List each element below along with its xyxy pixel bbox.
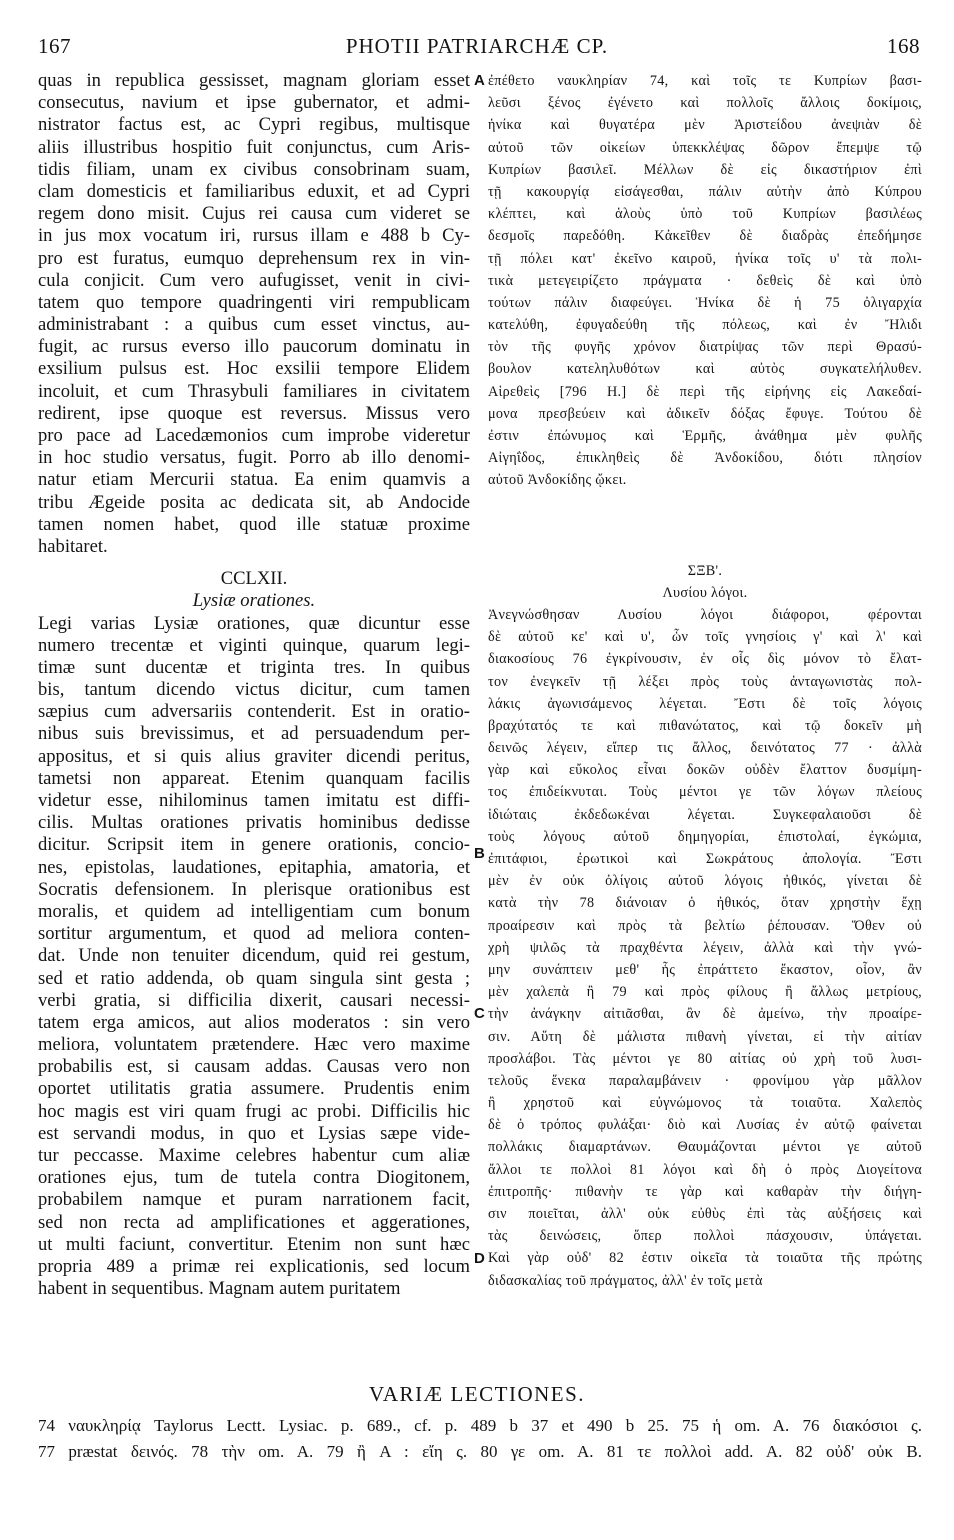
greek-text-line: λεῦσι ξένος ἐγένετο καὶ πολλοῖς ἄλλοις δοκίμοις, <box>488 95 922 112</box>
greek-text-line: Ἀνεγνώσθησαν Λυσίου λόγοι διάφοροι, φέρονται <box>488 606 922 623</box>
greek-text-line: βουλον κατεληλυθότων καὶ αὐτὸς συγκατελήλυθεν. <box>488 361 922 378</box>
latin-text-line: appositus, et si quis alius graviter dicendi peritus, <box>38 745 470 767</box>
greek-text-line: Κυπρίων βασιλεῖ. Μέλλων δὲ εἰς δικαστήριον ἐπὶ <box>488 161 922 178</box>
greek-text-line: ἡνίκα καὶ θυγατέρα μὲν Ἀριστείδου ἀνεψιὰν δὲ <box>488 117 922 134</box>
greek-section-number: ΣΞΒ'. <box>687 562 723 579</box>
greek-text-line: μὲν χαλεπὰ ἢ 79 καὶ πρὸς φίλους ἢ ἄλλως μετρίους, <box>488 984 922 1001</box>
variae-note-line: 74 ναυκληρίᾳ Taylorus Lectt. Lysiac. p. 689., cf. p. 489 b 37 et 490 b 25. 75 ἡ om. A. 76 διακόσιοι ς. <box>38 1416 922 1435</box>
margin-letter-a: A <box>474 72 485 89</box>
latin-text-line: propria 489 a primæ rei explicationis, sed locum <box>38 1255 470 1277</box>
latin-text-line: orationes ejus, tum de tutela contra Diogitonem, <box>38 1167 470 1189</box>
margin-letter-b: B <box>474 845 485 862</box>
greek-text-line: δὲ ὁ τρόπος φυλάξαι· διὸ καὶ Λυσίας ἐν αὐτῷ φαίνεται <box>488 1117 922 1134</box>
latin-text-line: tatem quo tempore quadringenti viri rempublicam <box>38 291 470 313</box>
latin-text-before <box>38 70 470 558</box>
greek-column <box>488 70 922 1292</box>
latin-text-line: probabilem namque et puram narrationem facit, <box>38 1189 470 1211</box>
latin-text-line: cilis. Multas orationes privatis hominibus dedisse <box>38 812 470 834</box>
greek-text-line: προαίρεσιν καὶ πρὸς τὰ βελτίω ῥέπουσαν. Ὅθεν οὐ <box>488 917 922 934</box>
latin-text-line: dicitur. Scripsit item in genere orationis, concio- <box>38 834 470 856</box>
greek-text-line: ἐπιτροπῆς· πιθανὴν τε γὰρ καὶ καθαρὰν τὴν διήγη- <box>488 1183 922 1200</box>
greek-text-line: μην συνάπτειν μεθ' ἧς ἐπράττετο ἕκαστον, οἷον, ἂν <box>488 961 922 978</box>
latin-text-line: tamen nomen habet, quod ille statuæ proxime <box>38 513 470 535</box>
margin-letter-c: C <box>474 1005 485 1022</box>
greek-text-line: κατὰ τὴν 78 διάνοιαν ὁ ἠθικός, ὅταν χρηστὴν ἔχῃ <box>488 895 922 912</box>
latin-text-line: exsilium pulsus est. Hoc exsilii tempore Elidem <box>38 358 470 380</box>
greek-section-title: Λυσίου λόγοι. <box>662 584 748 601</box>
latin-text-line: dat. Unde non tenuiter dicendum, quid rei gestum, <box>38 945 470 967</box>
page-number-right: 168 <box>887 34 920 58</box>
greek-text-before <box>488 70 922 492</box>
latin-text-line: probabilis est, si causam addas. Causas vero non <box>38 1056 470 1078</box>
greek-text-after <box>488 604 922 1292</box>
greek-text-line: τὴν ἀνάγκην αἰτιᾶσθαι, ἂν δὲ ἀμείνω, τὴν προαίρε- <box>488 1006 922 1023</box>
latin-text-line: habitaret. <box>38 535 108 557</box>
greek-text-line: ἐπιτάφιοι, ἐρωτικοὶ καὶ Σωκράτους ἀπολογία. Ἔστι <box>488 851 922 867</box>
latin-text-line: ut multi faciunt, convertitur. Etenim non sunt hæc <box>38 1233 470 1255</box>
greek-text-line: ἐπέθετο ναυκληρίαν 74, καὶ τοῖς τε Κυπρίων βασι- <box>488 73 922 89</box>
latin-text-line: nistrator factus est, ac Cypri regibus, multisque <box>38 114 470 136</box>
latin-text-line: natur etiam Mercurii statua. Ea enim quamvis a <box>38 469 470 491</box>
latin-text-line: sed et ratio addenda, ob quam singula sint gesta ; <box>38 967 470 989</box>
greek-text-line: τῇ πόλει κατ' ἐκεῖνο καιροῦ, ἡνίκα τοῖς υ' τὰ πολι- <box>488 250 922 267</box>
greek-text-line: τοὺς λόγους αὐτοῦ δημηγορίαι, ἐπιστολαί, ἐγκώμια, <box>488 828 922 845</box>
latin-text-line: clam domesticis et familiaribus eduxit, et ad Cypri <box>38 180 470 202</box>
latin-text-line: fugit, ac rursus everso illo paucorum dominatu in <box>38 336 470 358</box>
latin-text-line: moralis, et quidem ad intelligentiam cum bonum <box>38 900 470 922</box>
latin-text-line: bis, tantum dicendo victus dicitur, cum tamen <box>38 679 470 701</box>
greek-text-line: ἰδιώταις ἐκδεδωκέναι λέγεται. Συγκεφαλαιοῦσι δὲ <box>488 806 922 823</box>
latin-text-line: est servandi modus, in quo et Lysias sæpe vide- <box>38 1122 470 1144</box>
greek-text-line: τελοῦς ἕνεκα παραλαμβάνειν · φρονίμου γὰρ μᾶλλον <box>488 1072 922 1089</box>
latin-text-after <box>38 613 470 1301</box>
greek-text-line: ἢ χρηστοῦ καὶ εὐγνώμονος τὰ τοιαῦτα. Χαλεπὸς <box>488 1095 922 1112</box>
greek-text-line: διακοσίους 76 ἐγκρίνουσιν, ἐν οἷς δὶς μόνον τὸ ἔλατ- <box>488 651 922 668</box>
latin-text-line: in jus mox vocatum iri, rursus illam e 488 b Cy- <box>38 225 470 247</box>
variae-lectiones-notes <box>38 1413 922 1465</box>
greek-text-line: σιν ποιεῖται, ἀλλ' οὐκ εὐθὺς ἐπὶ τὰς αὐξήσεις καὶ <box>488 1206 922 1222</box>
latin-text-line: tur peccasse. Maxime celebres habentur cum aliæ <box>38 1145 470 1166</box>
greek-text-line: αὐτοῦ τῶν οἰκείων ὑπεκκλέψας δῶρον ἔπεμψε τῷ <box>488 139 922 156</box>
greek-text-line: τὸν τῆς φυγῆς χρόνον διατρίψας τῶν περὶ Θρασύ- <box>488 339 922 356</box>
latin-text-line: quas in republica gessisset, magnam gloriam esset <box>38 70 470 91</box>
greek-text-line: κατελύθη, ἐφυγαδεύθη τῆς πόλεως, καὶ ἐν Ἤλιδι <box>488 317 922 334</box>
greek-text-line: δεινῶς λέγειν, εἴπερ τις ἄλλος, δεινότατος 77 · ἀλλὰ <box>488 740 922 757</box>
greek-text-line: τος ἐπιδείκνυται. Τοὺς μέντοι γε τῶν λόγων πλείους <box>488 784 922 801</box>
latin-text-line: Legi varias Lysiæ orationes, quæ dicuntur esse <box>38 612 470 634</box>
greek-text-line: ἄλλοι τε πολλοὶ 81 λόγοι καὶ δὴ ὁ πρὸς Διογείτονα <box>488 1161 922 1178</box>
latin-text-line: aliis illustribus hospitio fuit conjunctus, cum Aris- <box>38 136 470 158</box>
greek-text-line: Αἱρεθεὶς [796 H.] δὲ περὶ τῆς εἰρήνης εἰς Λακεδαί- <box>488 383 922 400</box>
margin-letter-d: D <box>474 1250 485 1267</box>
greek-text-line: γὰρ καὶ εὔκολος εἶναι δοκῶν οὐδὲν ἔλαττον δυσμίμη- <box>488 762 922 779</box>
greek-text-line: ἐστιν ἐπώνυμος καὶ Ἑρμῆς, ἀνάθημα μὲν φυλῆς <box>488 428 922 444</box>
running-title: PHOTII PATRIARCHÆ CP. <box>345 34 609 58</box>
latin-text-line: in hoc studio versatus, fugit. Porro ab illo denomi- <box>38 447 470 469</box>
latin-text-line: meliora, voluntatem prætendere. Hæc vero maxime <box>38 1034 470 1056</box>
greek-text-line: τὰς δεινώσεις, ὅπερ πολλοὶ πάσχουσιν, ὑπάγεται. <box>488 1228 922 1245</box>
latin-text-line: videtur esse, nihilominus tamen imitatu est diffi- <box>38 790 470 811</box>
latin-text-line: hoc magis est viri quam frugi ac probi. Difficilis hic <box>38 1100 470 1122</box>
greek-text-line: λάκις ἀγωνισάμενος λέγεται. Ἔστι δὲ τοῖς λόγοις <box>488 695 922 712</box>
latin-text-line: verbi gratia, si difficilia dixerit, causari necessi- <box>38 989 470 1011</box>
page-number-left: 167 <box>38 34 71 58</box>
latin-text-line: tametsi non appareat. Etenim quanquam facilis <box>38 767 470 789</box>
latin-text-line: sæpius cum adversariis contenderit. Est in oratio- <box>38 701 470 723</box>
latin-section-number: CCLXII. <box>220 568 288 590</box>
latin-text-line: tidis filiam, unam ex civibus consobrinam suam, <box>38 158 470 180</box>
latin-text-line: redirent, ipse quoque est reversus. Missus vero <box>38 402 470 424</box>
variae-note-line: 77 præstat δεινός. 78 τὴν om. A. 79 ἢ A : εἴη ς. 80 γε om. A. 81 τε πολλοὶ add. A. 82 οὐδ' οὐκ B. <box>38 1442 922 1461</box>
greek-text-line: δεσμοῖς παρεδόθη. Κἀκεῖθεν δὲ διαδρὰς ἐπεδήμησε <box>488 228 922 245</box>
latin-text-line: regem dono misit. Cujus rei causa cum videret se <box>38 203 470 225</box>
greek-text-line: τούτων πάλιν διαφεύγει. Ἡνίκα δὲ ἡ 75 ὀλιγαρχία <box>488 294 922 311</box>
latin-text-line: nes, epistolas, laudationes, epitaphia, amatoria, et <box>38 856 470 878</box>
greek-text-line: τον ἐνεγκεῖν τῇ λέξει πρὸς τοὺς ἀνταγωνιστὰς πολ- <box>488 673 922 690</box>
latin-text-line: pro pace ad Lacedæmonios cum improbe videretur <box>38 425 470 446</box>
latin-text-line: oportet utilitatis gratia assumere. Prudentis enim <box>38 1078 470 1100</box>
latin-text-line: habent in sequentibus. Magnam autem puritatem <box>38 1278 401 1300</box>
latin-text-line: Socratis defensionem. In plerisque orationibus est <box>38 878 470 900</box>
greek-text-line: τῇ κακουργίᾳ εἰσάγεσθαι, πάλιν αὐτὴν ἀπὸ Κύπρου <box>488 183 922 200</box>
greek-text-line: μονα πρεσβεύειν καὶ ἀδικεῖν δόξας ἔφυγε. Τούτου δὲ <box>488 405 922 422</box>
greek-text-line: πολλάκις διαμαρτάνων. Θαυμάζονται μέντοι γε αὐτοῦ <box>488 1139 922 1156</box>
latin-text-line: tribu Ægeide posita ac dedicata sit, ab Andocide <box>38 491 470 513</box>
greek-text-line: κλέπτει, καὶ ἁλοὺς ὑπὸ τοῦ Κυπρίων βασιλέως <box>488 206 922 223</box>
latin-text-line: incoluit, et cum Thrasybuli familiares in civitatem <box>38 380 470 402</box>
greek-text-line: διδασκαλίας τοῦ πράγματος, ἀλλ' ἐν τοῖς μετὰ <box>488 1272 763 1289</box>
latin-text-line: sed non recta ad amplificationes et aggerationes, <box>38 1211 470 1233</box>
latin-text-line: numero trecentæ et viginti quinque, quarum legi- <box>38 634 470 656</box>
greek-text-line: προσλάβοι. Τὰς μέντοι γε 80 αἰτίας οὐ χρὴ τοῦ λυσι- <box>488 1050 922 1067</box>
latin-text-line: sortitur argumentum, et quod ad meliora conten- <box>38 923 470 945</box>
greek-text-line: τικὰ μετεγειρίζετο πράγματα · δεθεὶς δὲ καὶ ὑπὸ <box>488 272 922 289</box>
greek-text-line: Αἰγηΐδος, ἐπικληθεὶς δὲ Ἀνδοκίδου, διότι πλησίον <box>488 450 922 467</box>
greek-text-line: βραχύτατός τε καὶ πιθανώτατος, καὶ τῷ δοκεῖν μὴ <box>488 717 922 734</box>
latin-text-line: consecutus, navium et ipse gubernator, et admi- <box>38 92 470 114</box>
latin-column <box>38 70 470 1300</box>
latin-section-title: Lysiæ orationes. <box>192 590 316 612</box>
greek-text-line: μὲν ἐν οὐκ ὀλίγοις αὐτοῦ λόγοις ἠθικός, γίνεται δὲ <box>488 873 922 890</box>
greek-text-line: αὐτοῦ Ἀνδοκίδης ᾤκει. <box>488 472 627 489</box>
greek-text-line: σιν. Αὕτη δὲ μάλιστα πιθανὴ γίνεται, εἰ τὴν αἰτίαν <box>488 1028 922 1045</box>
latin-text-line: timæ sunt ducentæ et triginta tres. In quibus <box>38 656 470 678</box>
greek-text-line: χρὴ ψιλῶς τὰ πραχθέντα λέγειν, ἀλλὰ καὶ τὴν γνώ- <box>488 939 922 956</box>
greek-text-line: δὲ αὐτοῦ κε' καὶ υ', ὧν τοῖς γνησίοις γ' καὶ λ' καὶ <box>488 629 922 646</box>
latin-text-line: tatem erga amicos, aut alios moderatos : sin vero <box>38 1011 470 1033</box>
latin-text-line: cula conjicit. Cum vero aufugisset, venit in civi- <box>38 269 470 291</box>
latin-text-line: administrabant : a quibus cum esset vinctus, au- <box>38 314 470 336</box>
latin-text-line: pro est furatus, eumquo deprehensum rex in vin- <box>38 247 470 269</box>
latin-text-line: nibus suis brevissimus, et ad persuadendum per- <box>38 723 470 745</box>
variae-lectiones-heading: VARIÆ LECTIONES. <box>368 1382 586 1406</box>
greek-text-line: Καὶ γὰρ οὐδ' 82 ἐστιν οἰκεῖα τὰ τοιαῦτα τῆς πρώτης <box>488 1250 922 1267</box>
